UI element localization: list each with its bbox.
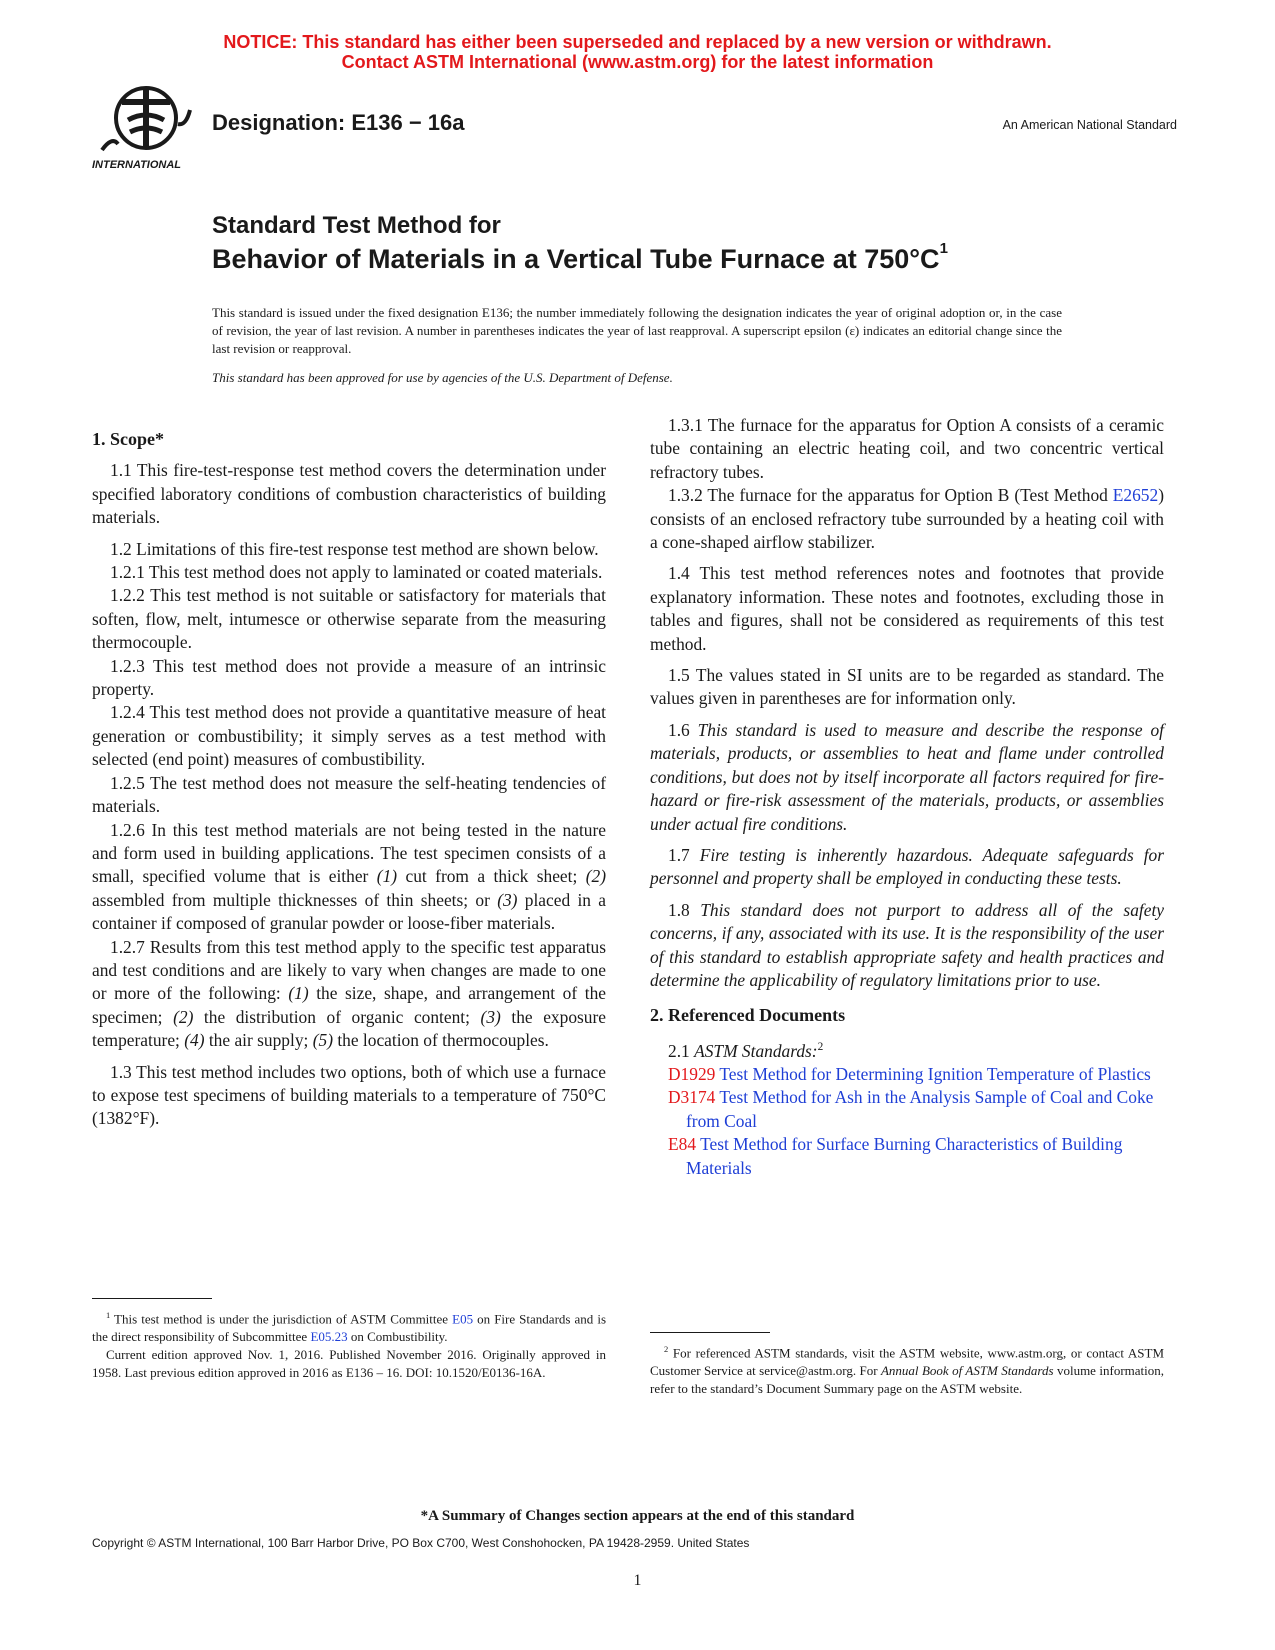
para-1-2-7: 1.2.7 Results from this test method apply to the specific test apparatus and test conditions and are likely to vary when changes are made to one or more of the following: (1) the size, shape, and arrangement of the specimen; (2) the distribution of organic content; (3) the exposure temperature; (4) the air supply; (5) the location of thermocouples.: [92, 936, 606, 1051]
footnote-1-edition: Current edition approved Nov. 1, 2016. Published November 2016. Originally approved in 1958. Last previous edition approved in 2016 as E136 – 16. DOI: 10.1520/E0136-16A.: [92, 1347, 606, 1381]
issued-statement: This standard is issued under the fixed designation E136; the number immediately following the designation indicates the year of original adoption or, in the case of revision, the year of last revision. A number in parentheses indicates the year of last reapproval. A superscript epsilon (ε) indicates an editorial change since the last revision or reapproval.: [212, 305, 1062, 356]
footnote-rule-right: [650, 1332, 770, 1333]
referenced-heading: 2. Referenced Documents: [650, 1005, 846, 1026]
footnote-1-text: $^1$ This test method is under the jurisdiction of ASTM Committee E05 on Fire Standards and is the direct responsibility of Subcommittee E05.23 on Combustibility.: [92, 1310, 607, 1345]
para-1-8: 1.8 This standard does not purport to address all of the safety concerns, if any, associated with its use. It is the responsibility of the user of this standard to establish appropriate safety and health practices and determine the applicability of regulatory limitations prior to use.: [650, 899, 1164, 990]
footnote-2: [650, 1340, 1164, 1398]
ref-d3174[interactable]: D3174 Test Method for Ash in the Analysis Sample of Coal and Coke from Coal: [668, 1087, 1154, 1131]
notice-line-1: NOTICE: This standard has either been superseded and replaced by a new version or withdrawn.: [223, 32, 1052, 52]
para-1-7: 1.7 Fire testing is inherently hazardous. Adequate safeguards for personnel and property shall be employed in conducting these tests.: [650, 844, 1165, 889]
title-footnote-mark[interactable]: 1: [939, 240, 948, 257]
para-1-1: 1.1 This fire-test-response test method covers the determination under specified laboratory conditions of combustion characteristics of building materials.: [92, 460, 606, 528]
para-1-2: 1.2 Limitations of this fire-test response test method are shown below.: [110, 538, 599, 559]
para-1-3-1: 1.3.1 The furnace for the apparatus for Option A consists of a ceramic tube containing an electric heating coil, and two concentric vertical refractory tubes.: [650, 415, 1164, 482]
para-1-2-4: 1.2.4 This test method does not provide a quantitative measure of heat generation or combustibility; it simply serves as a test method with selected (end point) measures of combustibility.: [92, 702, 606, 770]
footnote-1: [92, 1306, 606, 1382]
para-1-3-2: 1.3.2 The furnace for the apparatus for Option B (Test Method E2652) consists of an enclosed refractory tube surrounded by a heating coil with a cone-shaped airflow stabilizer.: [650, 485, 1164, 553]
para-1-6: 1.6 This standard is used to measure and describe the response of materials, products, or assemblies to heat and flame under controlled conditions, but does not by itself incorporate all factors required for fire-hazard or fire-risk assessment of the materials, products, or assemblies under actual fire conditions.: [650, 719, 1164, 834]
american-national-standard: An American National Standard: [1002, 118, 1177, 132]
para-2-1: 2.1 ASTM Standards:$^2$: [668, 1040, 824, 1061]
ref-d1929[interactable]: D1929 Test Method for Determining Ignition Temperature of Plastics: [668, 1063, 1151, 1084]
para-1-5: 1.5 The values stated in SI units are to be regarded as standard. The values given in parentheses are for information only.: [650, 665, 1164, 709]
para-1-2-3: 1.2.3 This test method does not provide a measure of an intrinsic property.: [92, 655, 606, 700]
right-column: [650, 414, 1164, 1180]
scope-heading: 1. Scope*: [92, 429, 164, 449]
para-1-2-6: 1.2.6 In this test method materials are not being tested in the nature and form used in building applications. The test specimen consists of a small, specified volume that is either (1) cut from a thick sheet; (2) assembled from multiple thicknesses of thin sheets; or (3) placed in a container if composed of granular powder or loose-fiber materials.: [92, 819, 606, 934]
title-text: Behavior of Materials in a Vertical Tube Furnace at 750°C: [212, 244, 940, 274]
summary-of-changes-note: *A Summary of Changes section appears at the end of this standard: [420, 1508, 855, 1524]
para-1-4: 1.4 This test method references notes and footnotes that provide explanatory information. These notes and footnotes, excluding those in tables and figures, shall not be considered as requirements of this test method.: [650, 563, 1164, 654]
subcommittee-link[interactable]: E05.23: [310, 1329, 348, 1345]
astm-logo: [92, 80, 200, 176]
para-1-2-2: 1.2.2 This test method is not suitable or satisfactory for materials that soften, flow, melt, intumesce or otherwise separate from the measuring thermocouple.: [92, 585, 606, 653]
footnote-rule-left: [92, 1298, 212, 1299]
logo-text: INTERNATIONAL: [92, 159, 182, 171]
dod-approval: This standard has been approved for use by agencies of the U.S. Department of Defense.: [212, 370, 673, 385]
notice-line-2: Contact ASTM International (www.astm.org) for the latest information: [341, 52, 934, 72]
e2652-link[interactable]: E2652: [1112, 485, 1159, 506]
para-1-3: 1.3 This test method includes two options, both of which use a furnace to expose test specimens of building materials to a temperature of 750°C (1382°F).: [92, 1061, 606, 1129]
title-line-2: [212, 240, 948, 275]
designation: Designation: E136 − 16a: [212, 110, 465, 135]
title-line-1: Standard Test Method for: [212, 212, 501, 239]
para-1-2-1: 1.2.1 This test method does not apply to laminated or coated materials.: [110, 562, 603, 583]
para-1-2-5: 1.2.5 The test method does not measure the self-heating tendencies of materials.: [92, 772, 606, 817]
ref-e84[interactable]: E84 Test Method for Surface Burning Characteristics of Building Materials: [668, 1134, 1123, 1178]
copyright: Copyright © ASTM International, 100 Barr Harbor Drive, PO Box C700, West Conshohocken, PA 19428-2959. United States: [92, 1536, 750, 1550]
left-column: [92, 428, 606, 1131]
page-number: 1: [633, 1572, 642, 1589]
committee-link[interactable]: E05: [452, 1311, 474, 1327]
footnote-2-text: $^2$ For referenced ASTM standards, visit the ASTM website, www.astm.org, or contact ASTM Customer Service at service@astm.org. For Annual Book of ASTM Standards volume information, refer to the standard’s Document Summary page on the ASTM website.: [650, 1344, 1164, 1397]
notice-banner: [0, 32, 1275, 72]
